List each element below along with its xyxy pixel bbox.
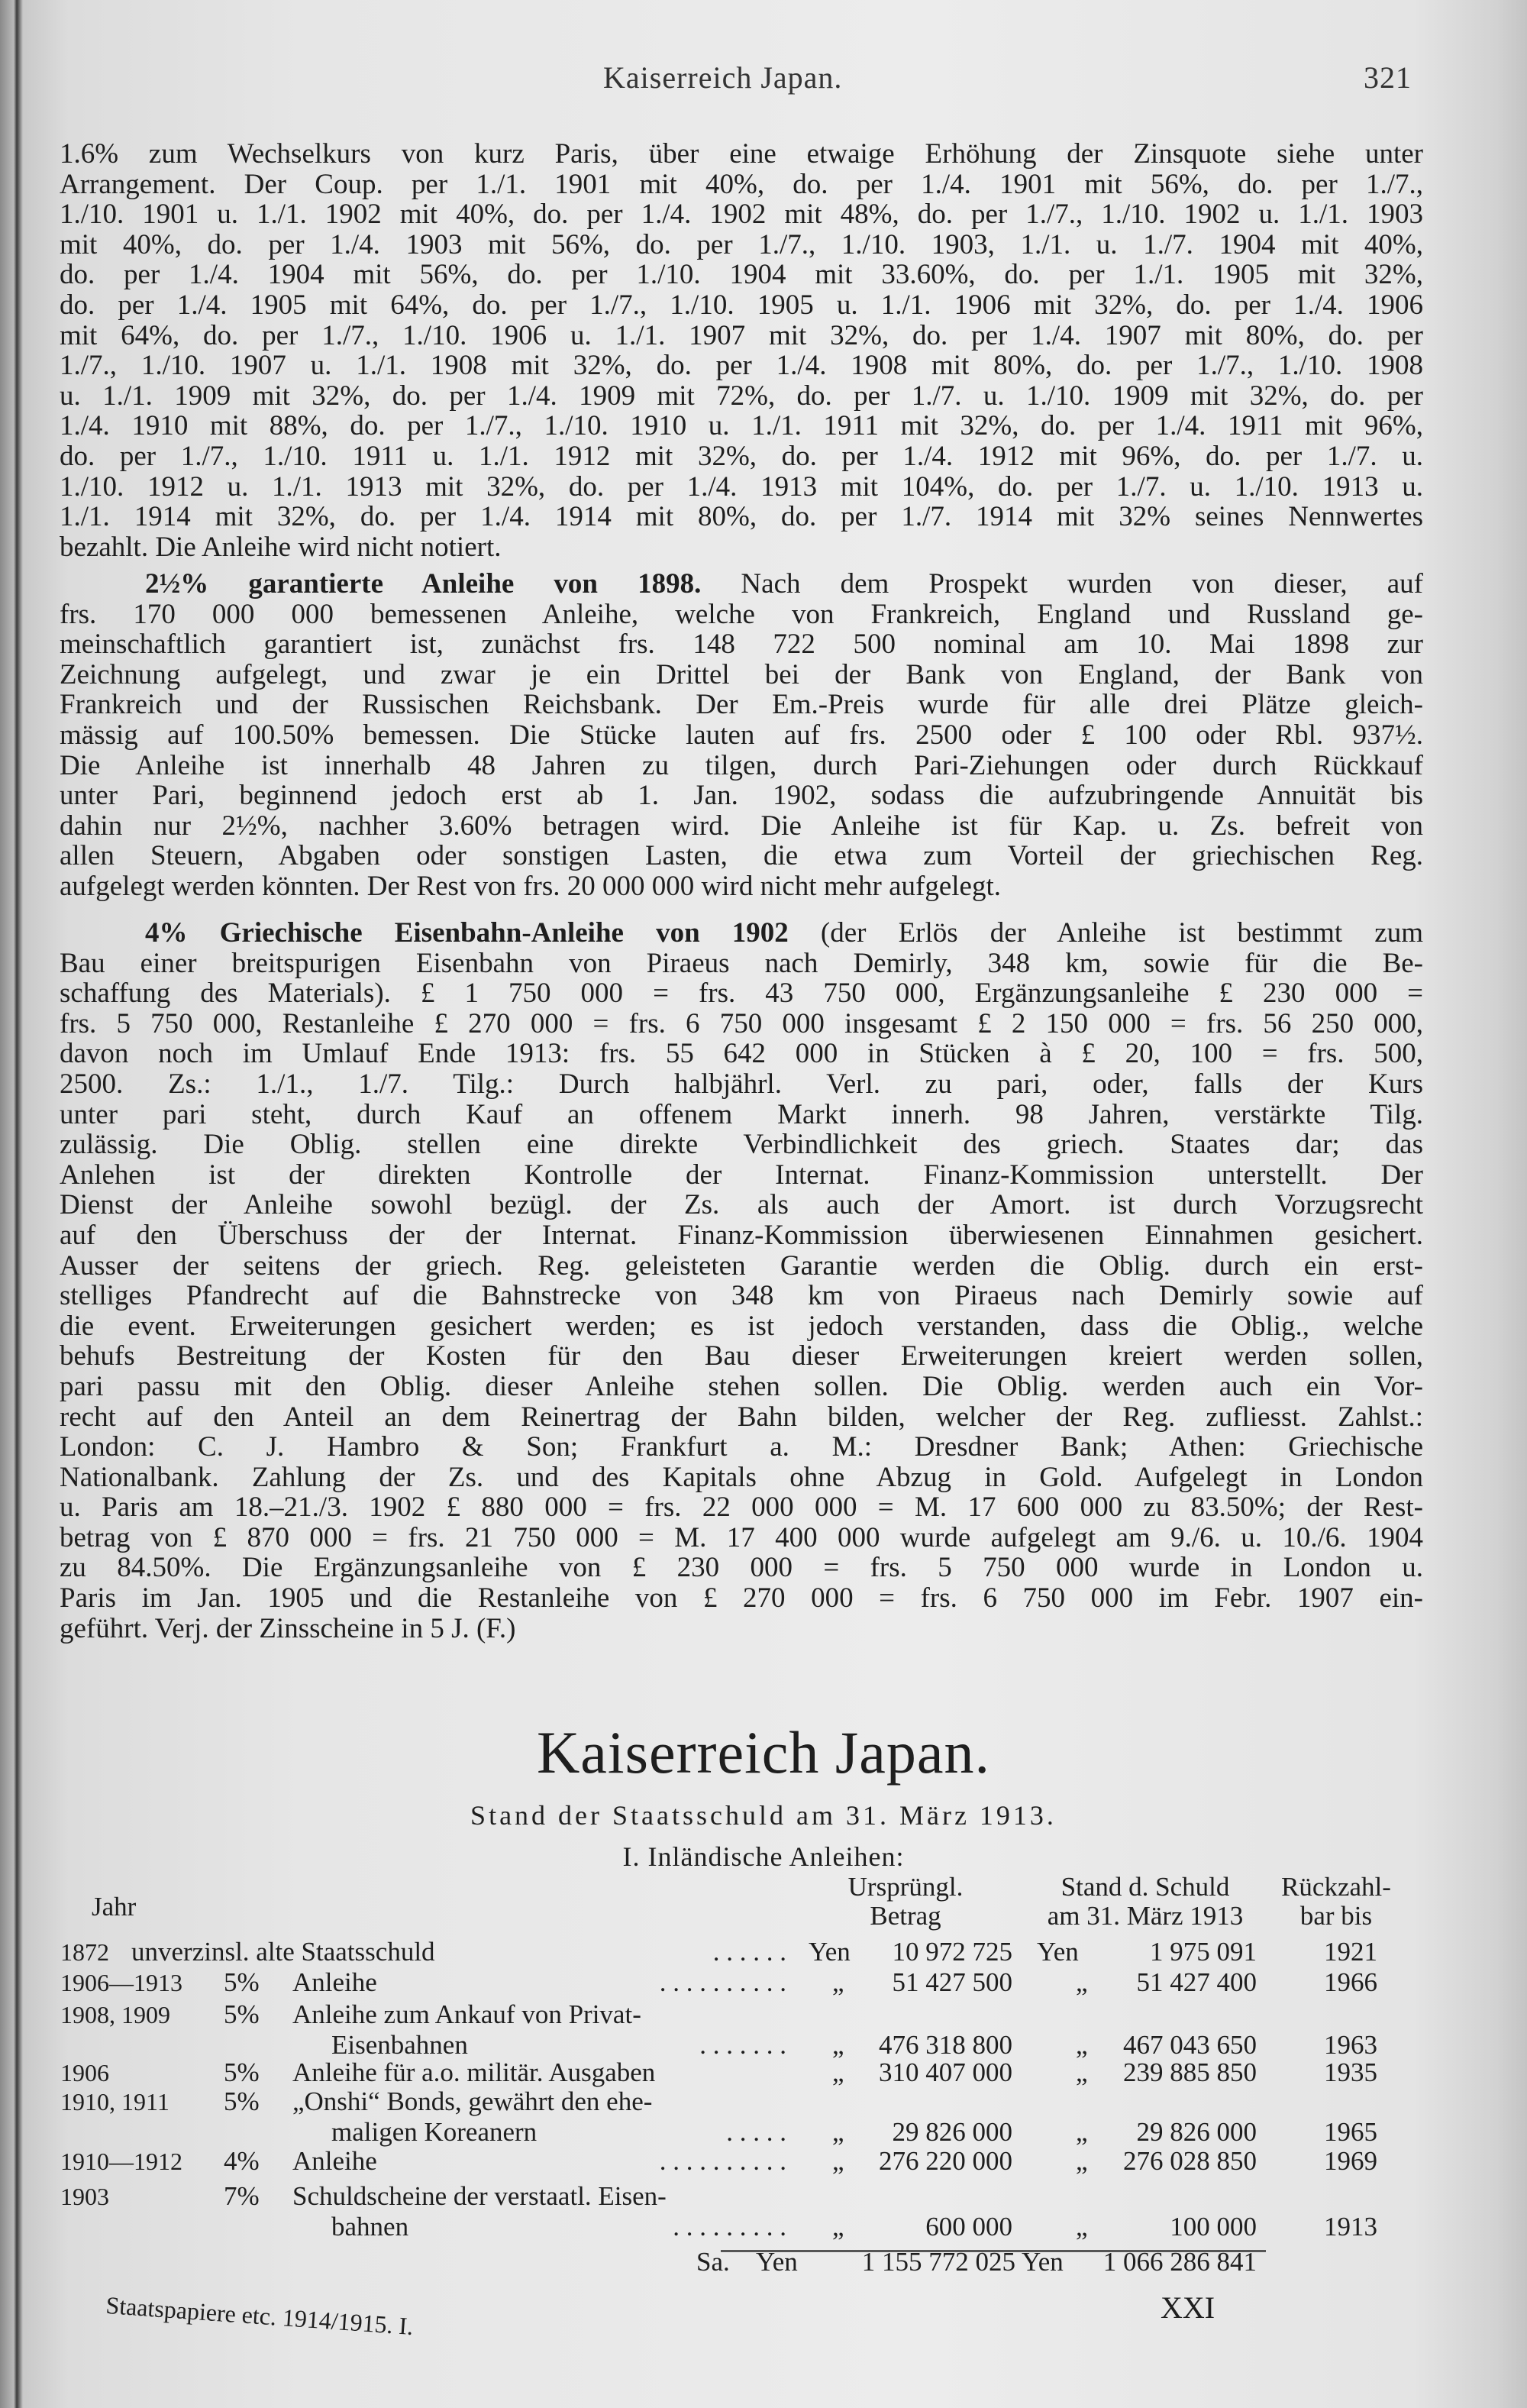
cell-stand: 29 826 000 (1136, 2117, 1257, 2147)
text-line: 1./10. 1912 u. 1./1. 1913 mit 32%, do. per 1./4. 1913 mit 104%, do. per 1./7. u. 1./10. 1913 u. (60, 470, 1423, 503)
text-line: Arrangement. Der Coup. per 1./1. 1901 mit 40%, do. per 1./4. 1901 mit 56%, do. per 1./7., (60, 168, 1423, 200)
dot-leader: . . . . . (726, 2117, 786, 2147)
text-line: 1./1. 1914 mit 32%, do. per 1./4. 1914 mit 80%, do. per 1./7. 1914 mit 32% seines Nennwertes (60, 501, 1423, 533)
cell-bis: 1913 (1324, 2212, 1377, 2242)
cell-stand: 100 000 (1170, 2212, 1257, 2242)
cell-bis: 1921 (1324, 1937, 1377, 1967)
text-line: Nationalbank. Zahlung der Zs. und des Kapitals ohne Abzug in Gold. Aufgelegt in London (60, 1461, 1423, 1493)
cell-orig-cur: „ (832, 2030, 844, 2060)
cell-bis: 1963 (1324, 2030, 1377, 2060)
text-line: do. per 1./7., 1./10. 1911 u. 1./1. 1912 mit 32%, do. per 1./4. 1912 mit 96%, do. per 1./7. u. (60, 440, 1423, 472)
header-stand-2: am 31. März 1913 (1047, 1901, 1244, 1931)
text-line: bezahlt. Die Anleihe wird nicht notiert. (60, 531, 502, 563)
cell-jahr: 1910, 1911 (60, 2088, 169, 2115)
text-line: Zeichnung aufgelegt, und zwar je ein Drittel bei der Bank von England, der Bank von (60, 658, 1423, 690)
total-orig: 1 155 772 025 (861, 2247, 1015, 2277)
text-line: 1.6% zum Wechselkurs von kurz Paris, über eine etwaige Erhöhung der Zinsquote siehe unter (60, 138, 1423, 170)
cell-pct: 4% (224, 2146, 260, 2176)
cell-stand-cur: „ (1076, 1967, 1088, 1997)
text-line: stelliges Pfandrecht auf die Bahnstrecke von 348 km von Piraeus nach Demirly sowie auf (60, 1280, 1423, 1312)
cell-orig-cur: „ (832, 2212, 844, 2242)
text-line: Anlehen ist der direkten Kontrolle der Internat. Finanz-Kommission unterstellt. Der (60, 1159, 1423, 1191)
cell-stand: 1 975 091 (1150, 1937, 1257, 1967)
cell-jahr: 1906—1913 (60, 1969, 182, 1996)
total-label: Sa. (696, 2247, 730, 2277)
text-line: unter pari steht, durch Kauf an offenem Markt innerh. 98 Jahren, verstärkte Tilg. (60, 1098, 1423, 1130)
cell-orig-cur: „ (832, 2117, 844, 2147)
cell-pct: 5% (224, 2086, 260, 2116)
text-line: die event. Erweiterungen gesichert werden; es ist jedoch verstanden, dass die Oblig., welche (60, 1310, 1423, 1342)
text-line: frs. 170 000 000 bemessenen Anleihe, welche von Frankreich, England und Russland ge- (60, 598, 1423, 630)
cell-stand: 276 028 850 (1123, 2146, 1257, 2176)
text-line: auf den Überschuss der der Internat. Finanz-Kommission überwiesenen Einnahmen gesichert. (60, 1219, 1423, 1251)
text-line: do. per 1./4. 1904 mit 56%, do. per 1./10. 1904 mit 33.60%, do. per 1./1. 1905 mit 32%, (60, 259, 1423, 291)
text-line: 1./4. 1910 mit 88%, do. per 1./7., 1./10. 1910 u. 1./1. 1911 mit 32%, do. per 1./4. 1911 mit 96%, (60, 410, 1423, 442)
text-line: 1./10. 1901 u. 1./1. 1902 mit 40%, do. per 1./4. 1902 mit 48%, do. per 1./7., 1./10. 1902 u. 1./1. 1903 (60, 199, 1423, 231)
cell-desc: Anleihe zum Ankauf von Privat- (292, 1999, 641, 2029)
cell-stand-cur: „ (1076, 2212, 1088, 2242)
signature-mark: XXI (1161, 2290, 1215, 2325)
cell-desc: „Onshi“ Bonds, gewährt den ehe- (292, 2086, 653, 2116)
text-line: mit 64%, do. per 1./7., 1./10. 1906 u. 1./1. 1907 mit 32%, do. per 1./4. 1907 mit 80%, do. per (60, 319, 1423, 351)
cell-desc: Eisenbahnen (331, 2030, 468, 2060)
total-stand: 1 066 286 841 (1102, 2247, 1257, 2277)
header-bis-1: Rückzahl- (1281, 1872, 1391, 1902)
cell-orig: 29 826 000 (892, 2117, 1012, 2147)
text-line: mässig auf 100.50% bemessen. Die Stücke lauten auf frs. 2500 oder £ 100 oder Rbl. 937½. (60, 719, 1423, 751)
cell-desc: Anleihe für a.o. militär. Ausgaben (292, 2057, 656, 2087)
cell-orig: 10 972 725 (892, 1937, 1012, 1967)
cell-jahr: 1906 (60, 2059, 109, 2086)
cell-pct: 7% (224, 2181, 260, 2211)
cell-orig-cur: „ (832, 1967, 844, 1997)
text-line: u. 1./1. 1909 mit 32%, do. per 1./4. 1909 mit 72%, do. per 1./7. u. 1./10. 1909 mit 32%, do. per (60, 380, 1423, 412)
cell-orig-cur: Yen (809, 1937, 851, 1967)
text-line: u. Paris am 18.–21./3. 1902 £ 880 000 = frs. 22 000 000 = M. 17 600 000 zu 83.50%; der Rest- (60, 1492, 1423, 1524)
text-line: unter Pari, beginnend jedoch erst ab 1. Jan. 1902, sodass die aufzubringende Annuität bis (60, 780, 1423, 812)
cell-desc: bahnen (331, 2212, 409, 2242)
text-line: London: C. J. Hambro & Son; Frankfurt a. M.: Dresdner Bank; Athen: Griechische (60, 1431, 1423, 1463)
text-line: 1./7., 1./10. 1907 u. 1./1. 1908 mit 32%, do. per 1./4. 1908 mit 80%, do. per 1./7., 1./10. 1908 (60, 350, 1423, 382)
text-line: dahin nur 2½%, nachher 3.60% betragen wird. Die Anleihe ist für Kap. u. Zs. befreit von (60, 810, 1423, 842)
text-line: betrag von £ 870 000 = frs. 21 750 000 = M. 17 400 000 wurde aufgelegt am 9./6. u. 10./6. 1904 (60, 1521, 1423, 1553)
cell-bis: 1969 (1324, 2146, 1377, 2176)
header-jahr: Jahr (92, 1892, 137, 1922)
text-line: pari passu mit den Oblig. dieser Anleihe stehen sollen. Die Oblig. werden auch ein Vor- (60, 1370, 1423, 1402)
text-line: geführt. Verj. der Zinsscheine in 5 J. (F.) (60, 1612, 516, 1644)
cell-stand: 467 043 650 (1123, 2030, 1257, 2060)
cell-orig-cur: „ (832, 2057, 844, 2087)
paragraph-greek-railway-loan-1902 (60, 918, 1423, 1644)
cell-orig: 276 220 000 (879, 2146, 1012, 2176)
cell-orig: 600 000 (925, 2212, 1012, 2242)
text-line: behufs Bestreitung der Kosten für den Bau dieser Erweiterungen kreiert werden sollen, (60, 1340, 1423, 1372)
cell-stand-cur: „ (1076, 2146, 1088, 2176)
total-orig-currency: Yen (756, 2247, 798, 2277)
text-line: meinschaftlich garantiert ist, zunächst frs. 148 722 500 nominal am 10. Mai 1898 zur (60, 629, 1423, 661)
running-head-title: Kaiserreich Japan. (603, 60, 843, 95)
dot-leader: . . . . . . . . . . (659, 1967, 786, 1997)
text-line: 4% Griechische Eisenbahn-Anleihe von 1902 (der Erlös der Anleihe ist bestimmt zum (145, 917, 1423, 949)
cell-jahr: 1908, 1909 (60, 2001, 170, 2028)
text-line: Ausser der seitens der griech. Reg. geleisteten Garantie werden die Oblig. durch ein erst- (60, 1249, 1423, 1282)
cell-stand-cur: „ (1076, 2057, 1088, 2087)
dot-leader: . . . . . . (712, 1937, 786, 1967)
paragraph-coupon-payments (60, 139, 1423, 562)
cell-stand-cur: Yen (1037, 1937, 1079, 1967)
text-line: 2500. Zs.: 1./1., 1./7. Tilg.: Durch halbjährl. Verl. zu pari, oder, falls der Kurs (60, 1068, 1423, 1100)
cell-desc: unverzinsl. alte Staatsschuld (131, 1937, 435, 1967)
text-line: Bau einer breitspurigen Eisenbahn von Piraeus nach Demirly, 348 km, sowie für die Be- (60, 947, 1423, 979)
cell-desc: Anleihe (292, 1967, 377, 1997)
text-line: Paris im Jan. 1905 und die Restanleihe von £ 270 000 = frs. 6 750 000 im Febr. 1907 ein- (60, 1582, 1423, 1614)
text-line: allen Steuern, Abgaben oder sonstigen Lasten, die etwa zum Vorteil der griechischen Reg. (60, 840, 1423, 872)
text-line: do. per 1./4. 1905 mit 64%, do. per 1./7., 1./10. 1905 u. 1./1. 1906 mit 32%, do. per 1./4. 1906 (60, 289, 1423, 321)
text-line: aufgelegt werden könnten. Der Rest von frs. 20 000 000 wird nicht mehr aufgelegt. (60, 870, 1001, 902)
text-line: Die Anleihe ist innerhalb 48 Jahren zu tilgen, durch Pari-Ziehungen oder durch Rückkauf (60, 749, 1423, 781)
cell-pct: 5% (224, 1967, 260, 1997)
text-line: zu 84.50%. Die Ergänzungsanleihe von £ 230 000 = frs. 5 750 000 wurde in London u. (60, 1552, 1423, 1584)
cell-orig: 51 427 500 (892, 1967, 1012, 1997)
header-orig-1: Ursprüngl. (847, 1872, 964, 1902)
cell-jahr: 1872 (60, 1938, 109, 1966)
header-orig-2: Betrag (870, 1901, 941, 1931)
cell-desc: Anleihe (292, 2146, 377, 2176)
text-line: frs. 5 750 000, Restanleihe £ 270 000 = frs. 6 750 000 insgesamt £ 2 150 000 = frs. 56 250 000, (60, 1007, 1423, 1039)
section-heading: I. Inländische Anleihen: (622, 1841, 905, 1872)
text-line: recht auf den Anteil an dem Reinertrag der Bahn bilden, welcher der Reg. zufliesst. Zahlst.: (60, 1401, 1423, 1433)
section-subtitle: Stand der Staatsschuld am 31. März 1913. (470, 1800, 1057, 1831)
footer-imprint: Staatspapiere etc. 1914/1915. I. (105, 2291, 415, 2341)
header-bis-2: bar bis (1299, 1901, 1373, 1931)
cell-bis: 1935 (1324, 2057, 1377, 2087)
text-line: mit 40%, do. per 1./4. 1903 mit 56%, do. per 1./7., 1./10. 1903, 1./1. u. 1./7. 1904 mit 40%, (60, 228, 1423, 260)
cell-stand-cur: „ (1076, 2117, 1088, 2147)
cell-desc: maligen Koreanern (331, 2117, 538, 2147)
paragraph-lead: 2½% garantierte Anleihe von 1898. (145, 568, 702, 600)
text-line: davon noch im Umlauf Ende 1913: frs. 55 642 000 in Stücken à £ 20, 100 = frs. 500, (60, 1038, 1423, 1070)
text-line: zulässig. Die Oblig. stellen eine direkte Verbindlichkeit des griech. Staates dar; das (60, 1129, 1423, 1161)
dot-leader: . . . . . . . . . . (659, 2146, 786, 2176)
cell-pct: 5% (224, 2057, 260, 2087)
dot-leader: . . . . . . . (699, 2030, 786, 2060)
text-line: schaffung des Materials). £ 1 750 000 = frs. 43 750 000, Ergänzungsanleihe £ 230 000 = (60, 978, 1423, 1010)
total-stand-currency: Yen (1022, 2247, 1064, 2277)
cell-stand-cur: „ (1076, 2030, 1088, 2060)
cell-jahr: 1910—1912 (60, 2148, 182, 2175)
cell-orig: 476 318 800 (879, 2030, 1012, 2060)
cell-jahr: 1903 (60, 2183, 109, 2210)
paragraph-guaranteed-loan-1898 (60, 569, 1423, 902)
cell-orig-cur: „ (832, 2146, 844, 2176)
text-line: 2½% garantierte Anleihe von 1898. Nach dem Prospekt wurden von dieser, auf (145, 568, 1423, 600)
cell-stand: 51 427 400 (1136, 1967, 1257, 1997)
dot-leader: . . . . . . . . . (673, 2212, 786, 2242)
section-title: Kaiserreich Japan. (536, 1719, 991, 1786)
text-line: Dienst der Anleihe sowohl bezügl. der Zs. als auch der Amort. ist durch Vorzugsrecht (60, 1189, 1423, 1221)
cell-desc: Schuldscheine der verstaatl. Eisen- (292, 2181, 667, 2211)
cell-pct: 5% (224, 1999, 260, 2029)
cell-stand: 239 885 850 (1123, 2057, 1257, 2087)
page-number: 321 (1364, 60, 1412, 95)
text-line: Frankreich und der Russischen Reichsbank. Der Em.-Preis wurde für alle drei Plätze gleich- (60, 689, 1423, 721)
header-stand-1: Stand d. Schuld (1061, 1872, 1230, 1902)
cell-orig: 310 407 000 (879, 2057, 1012, 2087)
paragraph-lead: 4% Griechische Eisenbahn-Anleihe von 1902 (145, 917, 789, 949)
cell-bis: 1966 (1324, 1967, 1377, 1997)
cell-bis: 1965 (1324, 2117, 1377, 2147)
